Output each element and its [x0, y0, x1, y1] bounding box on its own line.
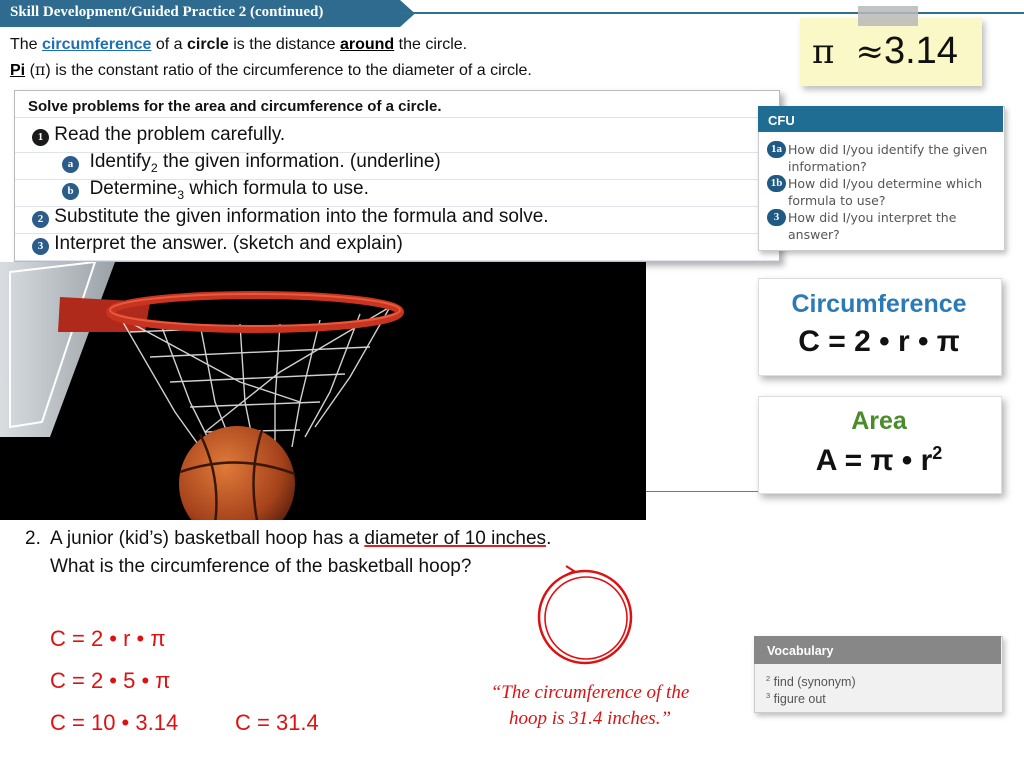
circumference-formula: C = 2 • r • π [798, 325, 960, 358]
area-formula: A = π • $r^2$ [815, 443, 943, 477]
circumference-definition: The circumference of a circle is the distance around the circle. [10, 36, 468, 53]
steps-title: Solve problems for the area and circumference of a circle. [28, 98, 442, 115]
step-badge: 3 [32, 238, 49, 255]
cfu-header [758, 106, 1003, 132]
vocabulary-item: $^2$ find (synonym) [766, 674, 856, 690]
problem-line-2: What is the circumference of the basketball hoop? [50, 556, 472, 577]
step-badge: 1 [32, 129, 49, 146]
cfu-label: CFU [768, 113, 795, 128]
pi-definition: Pi (π) is the constant ratio of the circumference to the diameter of a circle. [10, 60, 532, 79]
work-result: C = 31.4 [235, 710, 319, 735]
vocabulary-item: $^3$ figure out [766, 691, 826, 707]
answer-interpretation: “The circumference of the hoop is 31.4 inches.” [490, 682, 690, 729]
work-step-1: C = 2 • r • π [50, 626, 166, 651]
pi-approximation: π ≈3.14 [812, 30, 958, 72]
step-1: 1 Read the problem carefully. [32, 124, 285, 146]
cfu-item: 1a How did I/you identify the given information? [767, 141, 997, 175]
step-1b: b Determine$_3$ which formula to use. [62, 178, 369, 202]
vocabulary-label: Vocabulary [767, 644, 834, 658]
cfu-item: 3 How did I/you interpret the answer? [767, 209, 997, 243]
header-rule [400, 12, 1024, 14]
work-step-3: C = 10 • 3.14 [50, 710, 179, 735]
area-title: Area [851, 407, 907, 435]
divider-line [646, 491, 758, 492]
step-1a: a Identify$_2$ the given information. (underline) [62, 151, 441, 175]
step-3: 3 Interpret the answer. (sketch and explain) [32, 233, 403, 255]
step-badge: a [62, 156, 79, 173]
step-2: 2 Substitute the given information into the formula and solve. [32, 206, 549, 228]
circle-sketch-icon [528, 562, 640, 668]
tape-strip [858, 6, 918, 26]
pi-keyword: Pi [10, 62, 26, 79]
problem-number: 2. [25, 528, 41, 549]
step-badge: 2 [32, 211, 49, 228]
cfu-item: 1b How did I/you determine which formula to use? [767, 175, 997, 209]
problem-line-1: A junior (kid’s) basketball hoop has a diameter of 10 inches. [50, 528, 552, 549]
circumference-keyword: circumference [42, 36, 152, 53]
work-step-2: C = 2 • 5 • π [50, 668, 171, 693]
page-title: Skill Development/Guided Practice 2 (continued) [10, 4, 324, 20]
underlined-given-info: diameter of 10 inches [364, 528, 547, 549]
circumference-title: Circumference [791, 290, 967, 318]
step-badge: b [62, 183, 79, 200]
basketball-hoop-image [0, 262, 646, 520]
